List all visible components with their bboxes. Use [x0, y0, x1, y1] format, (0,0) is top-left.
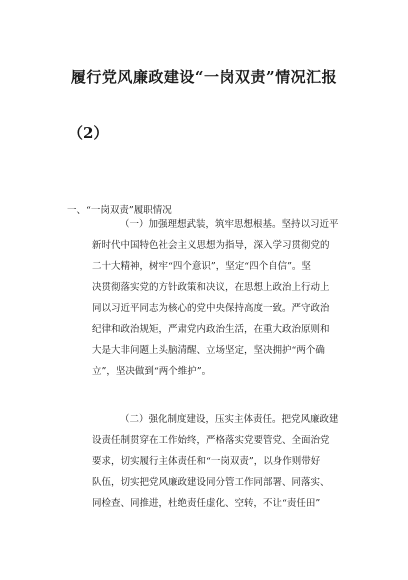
paragraph-line: 同检查、同推进，杜绝责任虚化、空转，不让“责任田” [92, 498, 321, 509]
section-heading: 一、“一岗双责”履职情况 [67, 205, 172, 216]
document-subtitle: （2） [68, 124, 109, 142]
paragraph-line: 设责任制贯穿在工作始终，严格落实党要管党、全面治党 [92, 435, 330, 446]
paragraph-line: 要求，切实履行主体责任和“一岗双责”，以身作则带好 [92, 456, 321, 467]
paragraph-2 [92, 409, 354, 514]
paragraph-line: 二十大精神，树牢“四个意识”，坚定“四个自信”。坚 [92, 261, 311, 272]
paragraph-line: 决贯彻落实党的方针政策和决议，在思想上政治上行动上 [92, 282, 330, 293]
paragraph-line: 大是大非问题上头脑清醒、立场坚定，坚决拥护“两个确 [92, 345, 325, 356]
paragraph-line: 队伍，切实把党风廉政建设同分管工作同部署、同落实、 [92, 477, 330, 488]
paragraph-line: 立”，坚决做到“两个维护”。 [92, 366, 212, 377]
paragraph-line: 纪律和政治规矩，严肃党内政治生活，在重大政治原则和 [92, 324, 330, 335]
document-title: 履行党风廉政建设“一岗双责”情况汇报 [70, 68, 338, 86]
paragraph-line: （二）强化制度建设，压实主体责任。把党风廉政建 [120, 414, 339, 425]
paragraph-line: 新时代中国特色社会主义思想为指导，深入学习贯彻党的 [92, 240, 330, 251]
paragraph-1 [92, 214, 354, 382]
paragraph-line: 同以习近平同志为核心的党中央保持高度一致。严守政治 [92, 303, 330, 314]
paragraph-line: （一）加强理想武装，筑牢思想根基。坚持以习近平 [120, 219, 339, 230]
